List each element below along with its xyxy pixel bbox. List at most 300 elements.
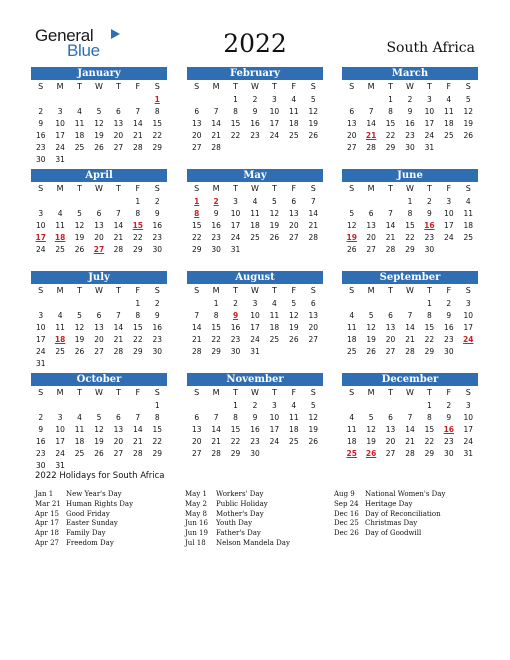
- empty-cell: [70, 400, 89, 412]
- day-cell: 18: [463, 221, 474, 230]
- holiday-name: Family Day: [66, 529, 106, 538]
- day-cell: 11: [269, 311, 280, 320]
- day-cell: 2: [154, 299, 160, 308]
- day-cell: 31: [250, 347, 260, 356]
- empty-cell: [361, 298, 380, 310]
- day-cell: 1: [213, 299, 219, 308]
- weekday-label: T: [115, 82, 121, 91]
- day-cell: 4: [57, 209, 63, 218]
- day-cell: 19: [74, 335, 85, 344]
- day-cell: 8: [154, 413, 160, 422]
- day-cell: 13: [346, 119, 357, 128]
- day-cell: 15: [133, 323, 143, 332]
- weekday-label: F: [135, 388, 141, 397]
- day-cell: 2: [38, 107, 44, 116]
- day-cell: 27: [346, 143, 357, 152]
- day-cell: 9: [38, 119, 44, 128]
- day-cell: 26: [74, 245, 85, 254]
- day-cell: 24: [55, 143, 65, 152]
- day-cell: 25: [444, 131, 454, 140]
- day-cell: 30: [152, 245, 163, 254]
- weekday-label: T: [388, 286, 393, 295]
- day-cell: 23: [35, 449, 46, 458]
- day-cell: 17: [463, 323, 474, 332]
- day-cell: 8: [427, 413, 432, 422]
- weekday-label: S: [154, 82, 160, 91]
- month-may: [187, 169, 323, 256]
- holiday-name: Father's Day: [216, 529, 261, 538]
- day-cell: 27: [191, 143, 202, 152]
- day-cell: 12: [289, 311, 299, 320]
- day-cell: 30: [211, 245, 221, 254]
- day-cell: 13: [94, 221, 104, 230]
- day-cell: 27: [191, 449, 202, 458]
- day-cell: 24: [230, 233, 241, 242]
- holiday-row: [35, 510, 133, 520]
- day-cell: 24: [250, 335, 260, 344]
- weekday-label: T: [388, 184, 393, 193]
- day-cell: 3: [57, 107, 63, 116]
- day-cell: 29: [133, 245, 143, 254]
- day-cell: 17: [269, 425, 280, 434]
- weekday-label: S: [194, 286, 200, 295]
- day-cell: 9: [38, 425, 44, 434]
- day-cell: 23: [444, 335, 454, 344]
- month-header: July: [31, 271, 167, 284]
- day-cell: 21: [113, 335, 124, 344]
- weekday-label: F: [135, 184, 141, 193]
- weekday-label: S: [310, 184, 316, 193]
- day-cell: 13: [385, 323, 396, 332]
- day-cell: 16: [211, 221, 221, 230]
- day-cell: 11: [55, 221, 65, 230]
- day-cell: 5: [465, 95, 471, 104]
- weekday-label: W: [406, 82, 414, 91]
- day-cell: 14: [113, 221, 124, 230]
- holiday-date-label: Apr 17: [35, 519, 60, 528]
- day-cell: 18: [74, 437, 85, 446]
- holiday-row: [35, 519, 133, 529]
- day-cell: 6: [310, 299, 316, 308]
- day-cell: 23: [152, 335, 163, 344]
- month-header: April: [31, 169, 167, 182]
- day-cell: 10: [35, 221, 46, 230]
- day-cell: 28: [405, 449, 415, 458]
- day-cell: 3: [272, 401, 277, 410]
- empty-cell: [342, 298, 361, 310]
- weekday-label: S: [194, 388, 200, 397]
- day-cell: 30: [230, 347, 241, 356]
- day-cell: 12: [366, 425, 376, 434]
- holiday-date: 26: [365, 449, 377, 458]
- day-cell: 7: [213, 107, 219, 116]
- day-cell: 11: [463, 209, 474, 218]
- holiday-date-label: Aug 9: [334, 490, 355, 498]
- day-cell: 21: [133, 131, 143, 140]
- holiday-date: 8: [194, 209, 200, 218]
- day-cell: 26: [94, 449, 104, 458]
- day-cell: 14: [211, 425, 221, 434]
- day-cell: 17: [250, 323, 260, 332]
- day-cell: 13: [191, 119, 202, 128]
- holidays-title: 2022 Holidays for South Africa: [35, 471, 165, 481]
- empty-cell: [342, 94, 361, 106]
- weekday-label: W: [95, 184, 103, 193]
- month-header: May: [187, 169, 323, 182]
- day-cell: 6: [291, 197, 297, 206]
- day-cell: 5: [96, 413, 102, 422]
- day-cell: 20: [113, 131, 124, 140]
- day-grid: [31, 80, 167, 166]
- day-cell: 22: [152, 437, 163, 446]
- weekday-label: T: [426, 184, 432, 193]
- day-cell: 30: [444, 449, 454, 458]
- day-cell: 28: [366, 143, 376, 152]
- day-cell: 7: [388, 209, 393, 218]
- weekday-label: S: [38, 184, 44, 193]
- day-cell: 9: [252, 107, 258, 116]
- day-cell: 23: [230, 335, 241, 344]
- day-cell: 27: [385, 347, 396, 356]
- empty-cell: [70, 94, 89, 106]
- day-cell: 28: [385, 245, 396, 254]
- day-cell: 29: [230, 449, 241, 458]
- weekday-label: T: [426, 286, 432, 295]
- day-cell: 10: [269, 413, 280, 422]
- day-cell: 15: [191, 221, 202, 230]
- weekday-label: F: [135, 286, 141, 295]
- day-cell: 30: [444, 347, 454, 356]
- day-cell: 13: [289, 209, 299, 218]
- day-cell: 6: [194, 413, 200, 422]
- day-cell: 27: [308, 335, 319, 344]
- holiday-name: Heritage Day: [365, 499, 413, 508]
- day-cell: 27: [289, 233, 299, 242]
- day-cell: 20: [366, 233, 376, 242]
- holiday-name: Human Rights Day: [66, 499, 134, 508]
- weekday-label: S: [154, 286, 160, 295]
- weekday-label: T: [271, 286, 277, 295]
- day-cell: 25: [269, 335, 280, 344]
- day-cell: 1: [427, 299, 432, 308]
- day-cell: 19: [366, 335, 376, 344]
- holiday-date-label: Jun 19: [185, 529, 208, 538]
- day-cell: 5: [291, 299, 297, 308]
- day-cell: 23: [424, 233, 435, 242]
- day-cell: 23: [250, 437, 260, 446]
- empty-cell: [206, 400, 225, 412]
- month-header: October: [31, 373, 167, 386]
- day-cell: 5: [368, 311, 374, 320]
- day-cell: 8: [154, 107, 160, 116]
- day-cell: 16: [250, 119, 260, 128]
- day-cell: 24: [269, 131, 280, 140]
- day-cell: 17: [55, 131, 65, 140]
- day-cell: 28: [133, 449, 143, 458]
- day-cell: 5: [368, 413, 374, 422]
- weekday-label: M: [367, 286, 375, 295]
- day-grid: [342, 80, 478, 154]
- month-august: [187, 271, 323, 358]
- day-cell: 20: [191, 437, 202, 446]
- day-cell: 19: [74, 233, 85, 242]
- month-july: [31, 271, 167, 370]
- weekday-label: T: [271, 184, 277, 193]
- weekday-label: S: [310, 388, 316, 397]
- weekday-label: S: [349, 286, 355, 295]
- day-cell: 17: [230, 221, 241, 230]
- day-cell: 28: [113, 245, 124, 254]
- day-cell: 31: [230, 245, 241, 254]
- day-cell: 26: [346, 245, 357, 254]
- day-cell: 23: [211, 233, 221, 242]
- day-grid: [31, 182, 167, 256]
- day-cell: 28: [133, 143, 143, 152]
- day-cell: 13: [113, 425, 124, 434]
- weekday-label: T: [115, 184, 121, 193]
- day-cell: 7: [368, 107, 374, 116]
- holiday-row: [35, 490, 133, 500]
- day-cell: 22: [405, 233, 415, 242]
- month-march: [342, 67, 478, 154]
- weekday-label: W: [95, 82, 103, 91]
- holiday-name: New Year's Day: [66, 490, 122, 498]
- weekday-label: S: [38, 388, 44, 397]
- day-cell: 5: [77, 311, 82, 320]
- weekday-label: M: [367, 388, 375, 397]
- weekday-label: M: [56, 388, 64, 397]
- holiday-date: 16: [443, 425, 455, 434]
- weekday-label: F: [291, 184, 297, 193]
- weekday-label: S: [465, 286, 471, 295]
- holiday-date: 21: [365, 131, 377, 140]
- holiday-row: [35, 539, 133, 549]
- weekday-label: S: [465, 184, 471, 193]
- empty-cell: [128, 400, 147, 412]
- day-cell: 25: [74, 143, 85, 152]
- day-cell: 4: [465, 197, 471, 206]
- holiday-date: 1: [194, 197, 200, 206]
- day-cell: 4: [272, 299, 277, 308]
- holiday-date: 25: [346, 449, 357, 458]
- day-cell: 12: [366, 323, 376, 332]
- day-cell: 10: [463, 311, 474, 320]
- holiday-date-label: May 8: [185, 509, 207, 518]
- day-cell: 16: [152, 221, 163, 230]
- day-cell: 17: [444, 221, 454, 230]
- logo-text-blue: Blue: [67, 41, 100, 60]
- calendar-year: 2022: [223, 29, 287, 58]
- day-cell: 4: [77, 107, 82, 116]
- weekday-label: W: [95, 286, 103, 295]
- day-cell: 10: [55, 425, 65, 434]
- weekday-label: M: [367, 82, 375, 91]
- day-cell: 5: [349, 209, 355, 218]
- day-cell: 17: [424, 119, 435, 128]
- holiday-date-label: Dec 25: [334, 519, 359, 528]
- day-cell: 31: [424, 143, 435, 152]
- day-cell: 27: [385, 449, 396, 458]
- day-cell: 23: [444, 437, 454, 446]
- day-cell: 19: [94, 437, 104, 446]
- weekday-label: T: [426, 82, 432, 91]
- day-grid: [342, 284, 478, 358]
- day-cell: 14: [211, 119, 221, 128]
- weekday-label: F: [135, 82, 141, 91]
- weekday-label: T: [77, 286, 82, 295]
- day-cell: 22: [191, 233, 202, 242]
- holiday-date-label: Sep 24: [334, 499, 359, 508]
- day-cell: 19: [308, 425, 319, 434]
- weekday-label: T: [233, 286, 238, 295]
- day-cell: 11: [74, 425, 85, 434]
- day-cell: 15: [152, 119, 163, 128]
- holiday-row: [185, 529, 290, 539]
- empty-cell: [31, 400, 50, 412]
- day-cell: 25: [55, 245, 65, 254]
- day-cell: 2: [446, 299, 452, 308]
- weekday-label: S: [38, 286, 44, 295]
- empty-cell: [31, 298, 50, 310]
- weekday-label: S: [194, 82, 200, 91]
- day-cell: 11: [346, 323, 357, 332]
- day-cell: 11: [250, 209, 260, 218]
- empty-cell: [128, 94, 147, 106]
- day-cell: 29: [385, 143, 396, 152]
- weekday-label: S: [38, 82, 44, 91]
- day-cell: 2: [233, 299, 238, 308]
- day-cell: 12: [308, 107, 319, 116]
- day-cell: 27: [366, 245, 376, 254]
- empty-cell: [89, 298, 108, 310]
- day-cell: 29: [424, 449, 435, 458]
- day-cell: 15: [152, 425, 163, 434]
- day-cell: 13: [385, 425, 396, 434]
- weekday-label: W: [251, 286, 259, 295]
- day-cell: 5: [96, 107, 102, 116]
- holiday-row: [334, 519, 445, 529]
- weekday-label: S: [349, 184, 355, 193]
- day-grid: [342, 386, 478, 460]
- day-cell: 11: [346, 425, 357, 434]
- day-cell: 25: [463, 233, 474, 242]
- day-cell: 22: [230, 131, 241, 140]
- weekday-label: S: [154, 388, 160, 397]
- day-cell: 16: [250, 425, 260, 434]
- day-cell: 20: [346, 131, 357, 140]
- day-grid: [342, 182, 478, 256]
- weekday-label: M: [56, 82, 64, 91]
- holiday-column: [334, 490, 445, 539]
- holiday-date-label: May 1: [185, 490, 207, 498]
- day-cell: 17: [463, 425, 474, 434]
- day-cell: 8: [135, 311, 141, 320]
- day-cell: 28: [211, 143, 221, 152]
- day-cell: 21: [385, 233, 396, 242]
- day-grid: [187, 182, 323, 256]
- empty-cell: [31, 94, 50, 106]
- day-cell: 14: [405, 323, 415, 332]
- weekday-label: W: [95, 388, 103, 397]
- day-cell: 6: [96, 209, 102, 218]
- holiday-date: 16: [424, 221, 435, 230]
- day-cell: 16: [35, 131, 46, 140]
- day-cell: 5: [310, 95, 316, 104]
- day-cell: 14: [405, 425, 415, 434]
- day-cell: 14: [191, 323, 202, 332]
- day-cell: 29: [133, 347, 143, 356]
- day-cell: 19: [289, 323, 299, 332]
- weekday-label: S: [194, 184, 200, 193]
- holiday-name: Public Holiday: [216, 499, 268, 508]
- day-cell: 7: [310, 197, 316, 206]
- day-cell: 18: [346, 437, 357, 446]
- day-cell: 8: [388, 107, 393, 116]
- empty-cell: [31, 196, 50, 208]
- empty-cell: [50, 94, 69, 106]
- day-cell: 2: [38, 413, 44, 422]
- day-cell: 1: [135, 197, 141, 206]
- day-cell: 1: [233, 401, 238, 410]
- day-cell: 22: [424, 437, 435, 446]
- day-cell: 21: [308, 221, 319, 230]
- holiday-date: 18: [54, 335, 66, 344]
- day-cell: 15: [385, 119, 396, 128]
- weekday-label: S: [154, 184, 160, 193]
- holiday-name: Day of Goodwill: [365, 529, 422, 538]
- month-october: [31, 373, 167, 472]
- holiday-name: Good Friday: [66, 509, 110, 518]
- day-cell: 4: [349, 413, 355, 422]
- holiday-date: 27: [93, 245, 105, 254]
- month-header: January: [31, 67, 167, 80]
- weekday-label: T: [115, 388, 121, 397]
- weekday-label: F: [446, 388, 452, 397]
- holiday-date: 9: [232, 311, 239, 320]
- holiday-row: [35, 500, 133, 510]
- holiday-date-label: Apr 15: [35, 509, 60, 518]
- day-cell: 1: [154, 401, 160, 410]
- holiday-row: [334, 490, 445, 500]
- day-cell: 24: [424, 131, 435, 140]
- day-cell: 19: [366, 437, 376, 446]
- day-cell: 19: [463, 119, 474, 128]
- day-cell: 2: [446, 401, 452, 410]
- holiday-date-label: Dec 26: [334, 529, 359, 538]
- day-cell: 18: [289, 119, 299, 128]
- day-cell: 8: [213, 311, 219, 320]
- holiday-row: [334, 500, 445, 510]
- day-cell: 18: [346, 335, 357, 344]
- weekday-label: W: [251, 388, 259, 397]
- day-cell: 20: [308, 323, 319, 332]
- holiday-date-label: Dec 16: [334, 509, 359, 518]
- day-cell: 21: [211, 437, 221, 446]
- day-cell: 6: [388, 413, 393, 422]
- day-cell: 28: [191, 347, 202, 356]
- empty-cell: [361, 196, 380, 208]
- day-cell: 1: [427, 401, 432, 410]
- day-cell: 15: [405, 221, 415, 230]
- day-cell: 15: [211, 323, 221, 332]
- day-cell: 4: [291, 95, 297, 104]
- weekday-label: F: [446, 82, 452, 91]
- day-cell: 30: [250, 449, 260, 458]
- day-cell: 22: [133, 335, 143, 344]
- day-cell: 21: [113, 233, 124, 242]
- empty-cell: [400, 400, 419, 412]
- day-cell: 15: [424, 425, 435, 434]
